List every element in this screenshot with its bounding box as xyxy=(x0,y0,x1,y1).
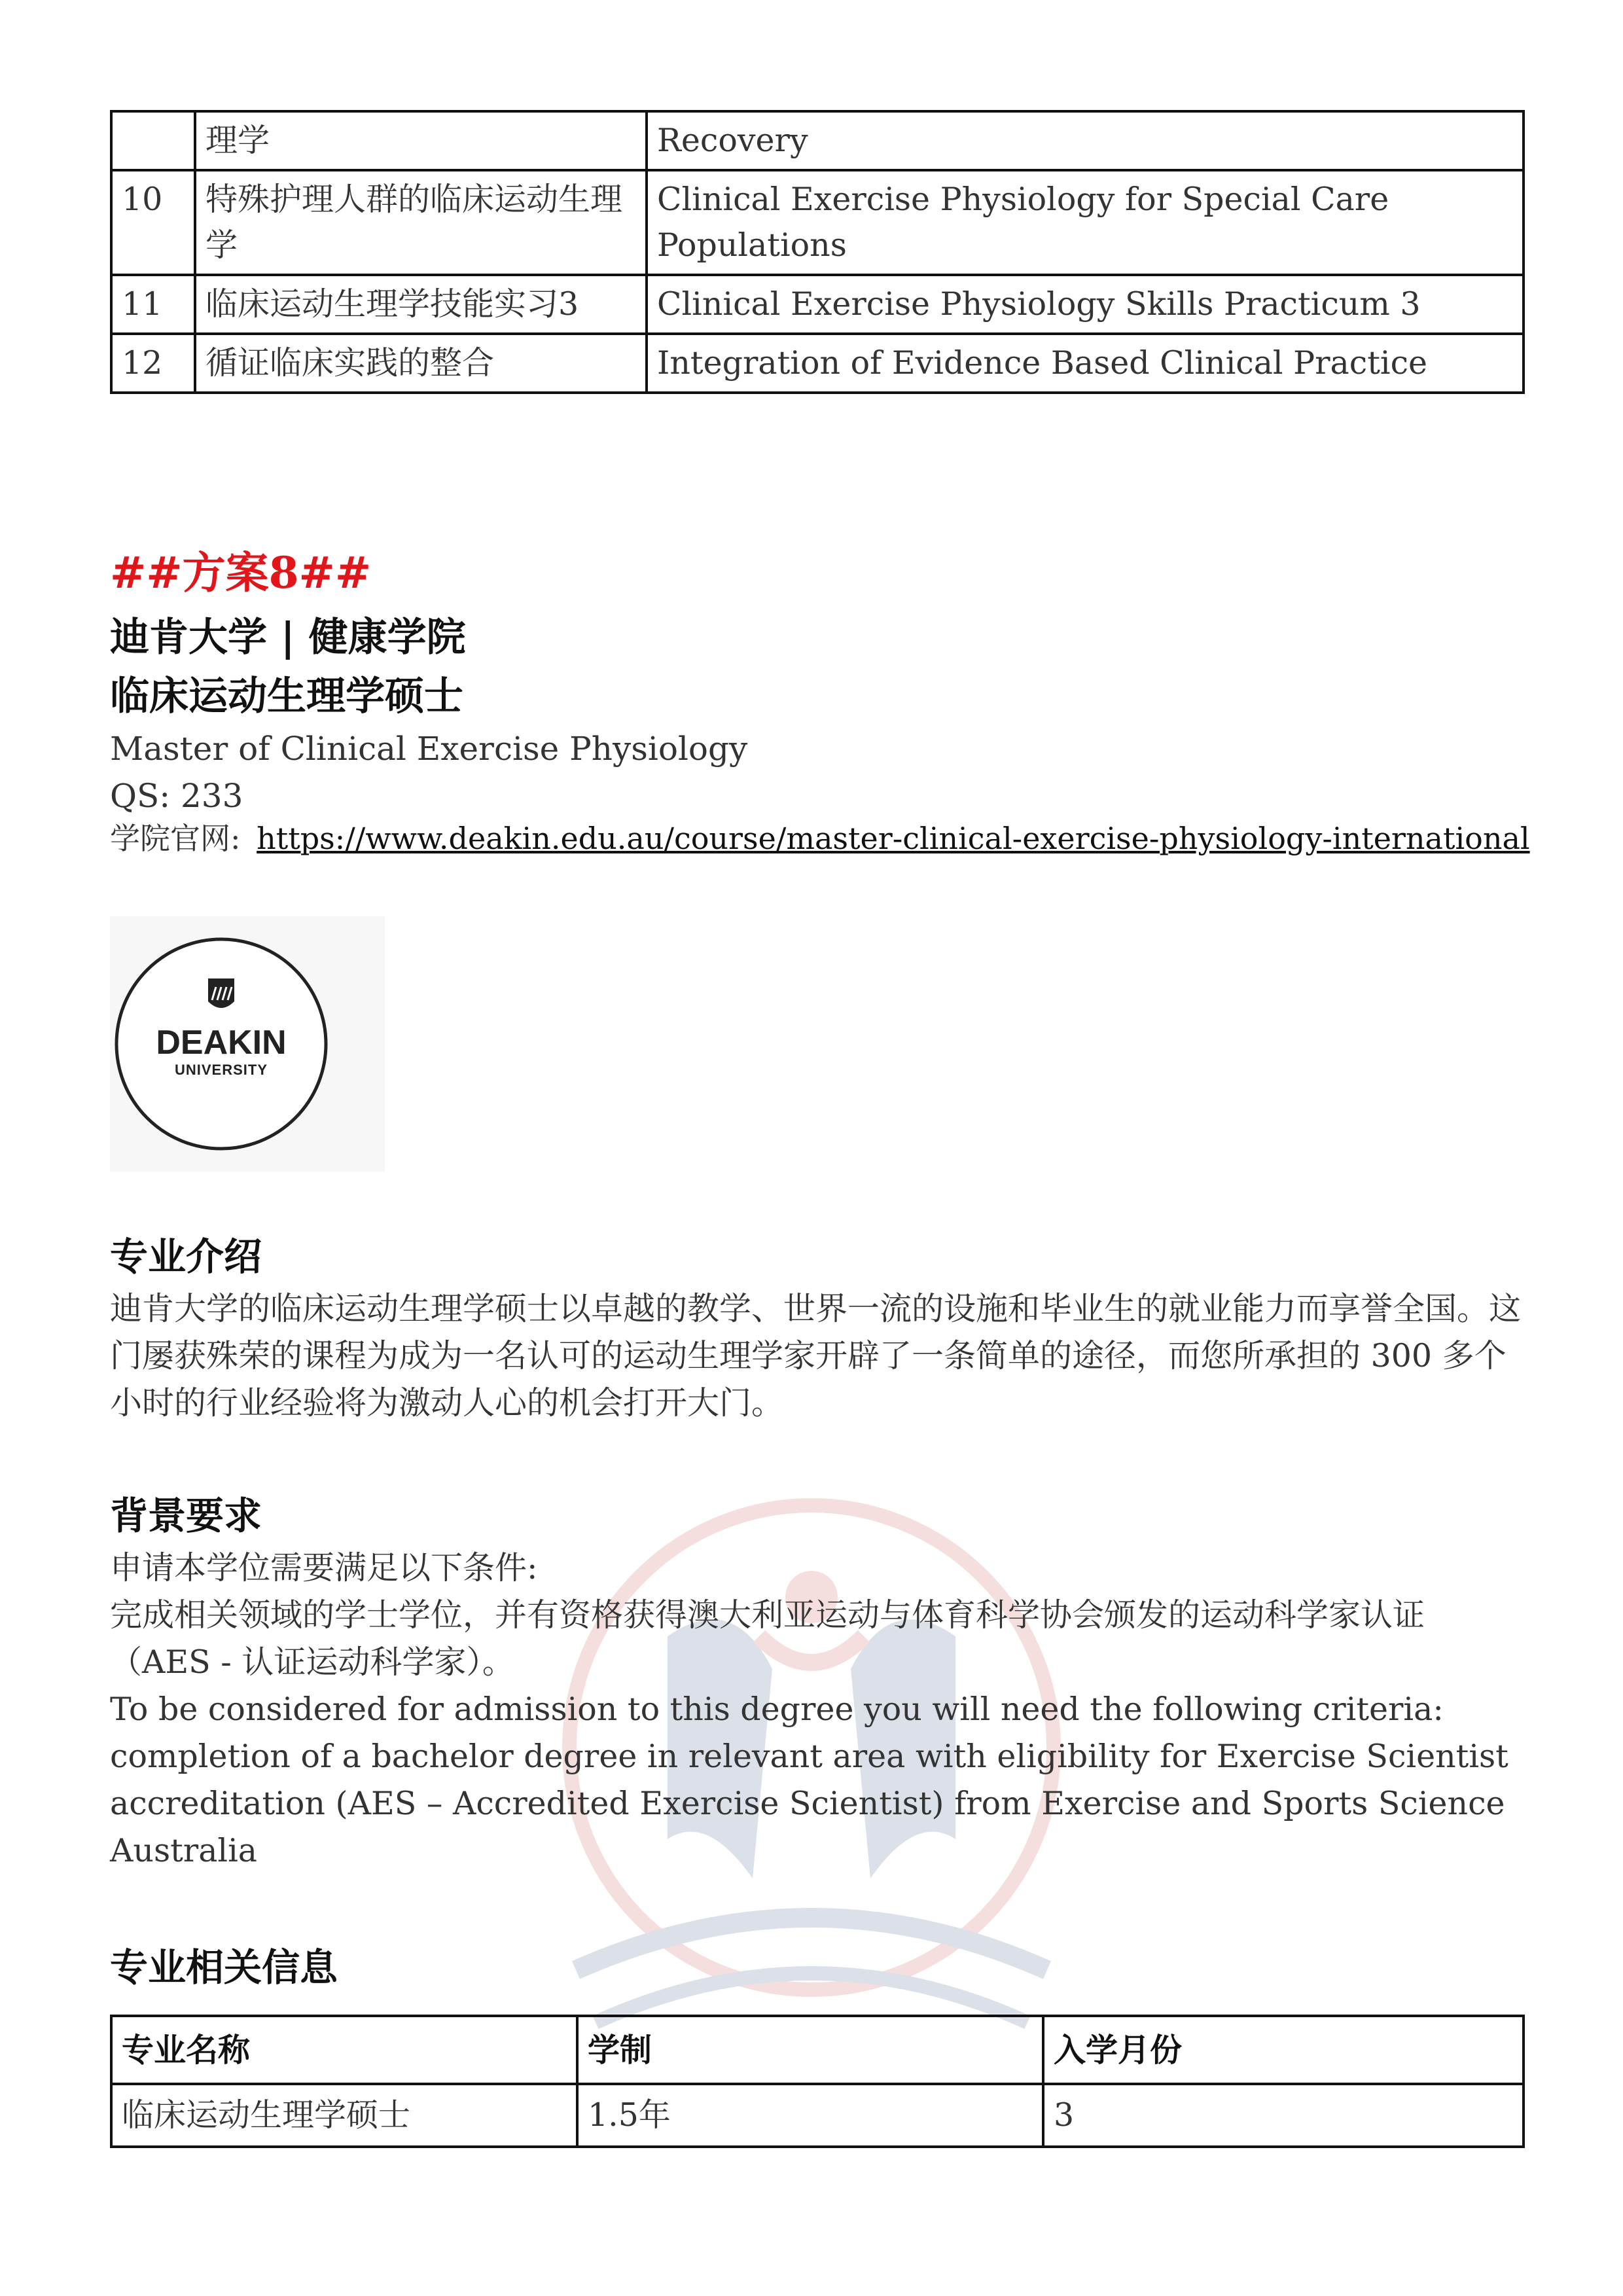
course-name-en: Integration of Evidence Based Clinical Practice xyxy=(647,334,1524,393)
course-number: 12 xyxy=(111,334,195,393)
course-name-en: Clinical Exercise Physiology for Special Care Populations xyxy=(647,170,1524,275)
requirements-title: 背景要求 xyxy=(110,1494,262,1538)
course-number: 10 xyxy=(111,170,195,275)
university-heading: 迪肯大学 | 健康学院 xyxy=(110,615,466,660)
deakin-shield-icon xyxy=(208,978,234,1008)
course-table xyxy=(110,110,1525,394)
table-row xyxy=(111,334,1524,393)
column-header: 入学月份 xyxy=(1043,2016,1524,2084)
course-name-zh: 临床运动生理学技能实习3 xyxy=(195,275,647,334)
plan-label: ##方案8## xyxy=(110,547,372,598)
university-logo xyxy=(110,916,385,1172)
requirements-line: 申请本学位需要满足以下条件: xyxy=(110,1549,538,1587)
table-row xyxy=(111,275,1524,334)
program-info-table xyxy=(110,2015,1525,2148)
degree-english-name: Master of Clinical Exercise Physiology xyxy=(110,730,748,768)
table-row xyxy=(111,170,1524,275)
logo-text-deakin: DEAKIN xyxy=(156,1024,287,1062)
course-name-zh: 特殊护理人群的临床运动生理学 xyxy=(195,170,647,275)
requirements-line: 完成相关领域的学士学位，并有资格获得澳大利亚运动与体育科学协会颁发的运动科学家认证（AES - 认证运动科学家）。 xyxy=(110,1596,1425,1681)
course-name-en: Recovery xyxy=(647,111,1524,170)
table-row xyxy=(111,2084,1524,2147)
website-link[interactable]: https://www.deakin.edu.au/course/master-clinical-exercise-physiology-international xyxy=(257,821,1530,856)
intake-month-cell: 3 xyxy=(1043,2084,1524,2147)
column-header: 专业名称 xyxy=(111,2016,577,2084)
qs-ranking: QS: 233 xyxy=(110,777,243,815)
course-number xyxy=(111,111,195,170)
intro-text: 迪肯大学的临床运动生理学硕士以卓越的教学、世界一流的设施和毕业生的就业能力而享誉全国。这门屡获殊荣的课程为成为一名认可的运动生理学家开辟了一条简单的途径，而您所承担的 300 多个小时的行业经验将为激动人心的机会打开大门。 xyxy=(110,1290,1522,1422)
requirements-paragraph xyxy=(110,1545,1524,1874)
logo-text-university: UNIVERSITY xyxy=(174,1062,268,1078)
requirements-line-english: To be considered for admission to this degree you will need the following criteria: completion of a bachelor degree in relevant area with eligibility for Exercise Scientist accreditation (AES – Accredited Exercise Scientist) from Exercise and Sports Science Australia xyxy=(110,1691,1508,1869)
program-info-title: 专业相关信息 xyxy=(110,1945,338,1990)
course-name-zh: 理学 xyxy=(195,111,647,170)
course-number: 11 xyxy=(111,275,195,334)
degree-heading: 临床运动生理学硕士 xyxy=(110,673,463,719)
course-name-zh: 循证临床实践的整合 xyxy=(195,334,647,393)
duration-cell: 1.5年 xyxy=(577,2084,1043,2147)
intro-paragraph xyxy=(110,1285,1524,1427)
course-name-en: Clinical Exercise Physiology Skills Practicum 3 xyxy=(647,275,1524,334)
intro-title: 专业介绍 xyxy=(110,1234,262,1279)
column-header: 学制 xyxy=(577,2016,1043,2084)
deakin-logo-icon xyxy=(110,916,385,1172)
table-header-row xyxy=(111,2016,1524,2084)
website-line xyxy=(110,816,1530,861)
program-name-cell: 临床运动生理学硕士 xyxy=(111,2084,577,2147)
table-row xyxy=(111,111,1524,170)
website-label: 学院官网: xyxy=(110,821,241,856)
